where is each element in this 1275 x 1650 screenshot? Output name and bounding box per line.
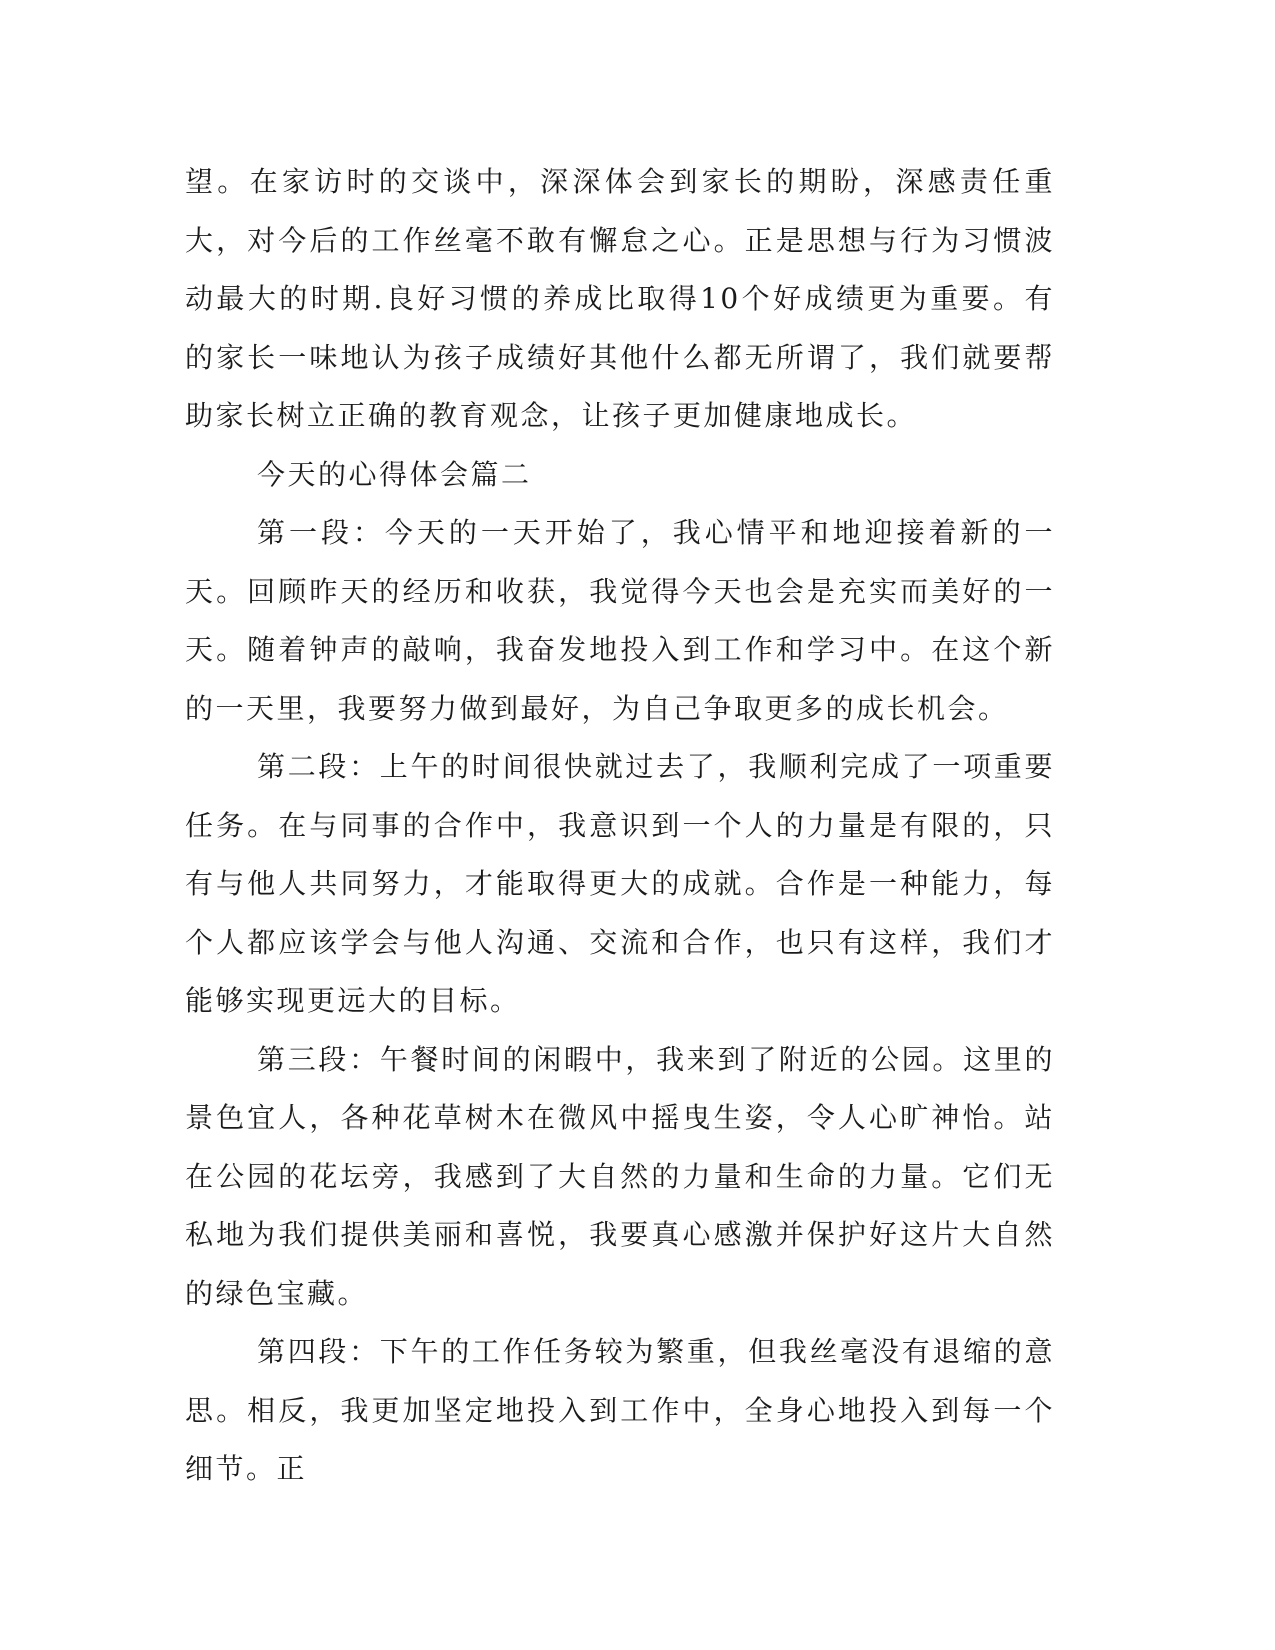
paragraph-four: 第四段：下午的工作任务较为繁重，但我丝毫没有退缩的意思。相反，我更加坚定地投入到工作中，全身心地投入到每一个细节。正 [185,1335,1055,1485]
section-heading: 今天的心得体会篇二 [257,457,532,491]
paragraph-two: 第二段：上午的时间很快就过去了，我顺利完成了一项重要任务。在与同事的合作中，我意识到一个人的力量是有限的，只有与他人共同努力，才能取得更大的成就。合作是一种能力，每个人都应该学会与他人沟通、交流和合作，也只有这样，我们才能够实现更远大的目标。 [185,750,1055,1017]
document-body [185,153,1055,1499]
paragraph-three: 第三段：午餐时间的闲暇中，我来到了附近的公园。这里的景色宜人，各种花草树木在微风中摇曳生姿，令人心旷神怡。站在公园的花坛旁，我感到了大自然的力量和生命的力量。它们无私地为我们提供美丽和喜悦，我要真心感激并保护好这片大自然的绿色宝藏。 [185,1042,1055,1310]
paragraph-one: 第一段：今天的一天开始了，我心情平和地迎接着新的一天。回顾昨天的经历和收获，我觉得今天也会是充实而美好的一天。随着钟声的敲响，我奋发地投入到工作和学习中。在这个新的一天里，我要努力做到最好，为自己争取更多的成长机会。 [185,516,1055,725]
paragraph-continuation: 望。在家访时的交谈中，深深体会到家长的期盼，深感责任重大，对今后的工作丝毫不敢有懈怠之心。正是思想与行为习惯波动最大的时期.良好习惯的养成比取得10个好成绩更为重要。有的家长一味地认为孩子成绩好其他什么都无所谓了，我们就要帮助家长树立正确的教育观念，让孩子更加健康地成长。 [185,165,1055,432]
